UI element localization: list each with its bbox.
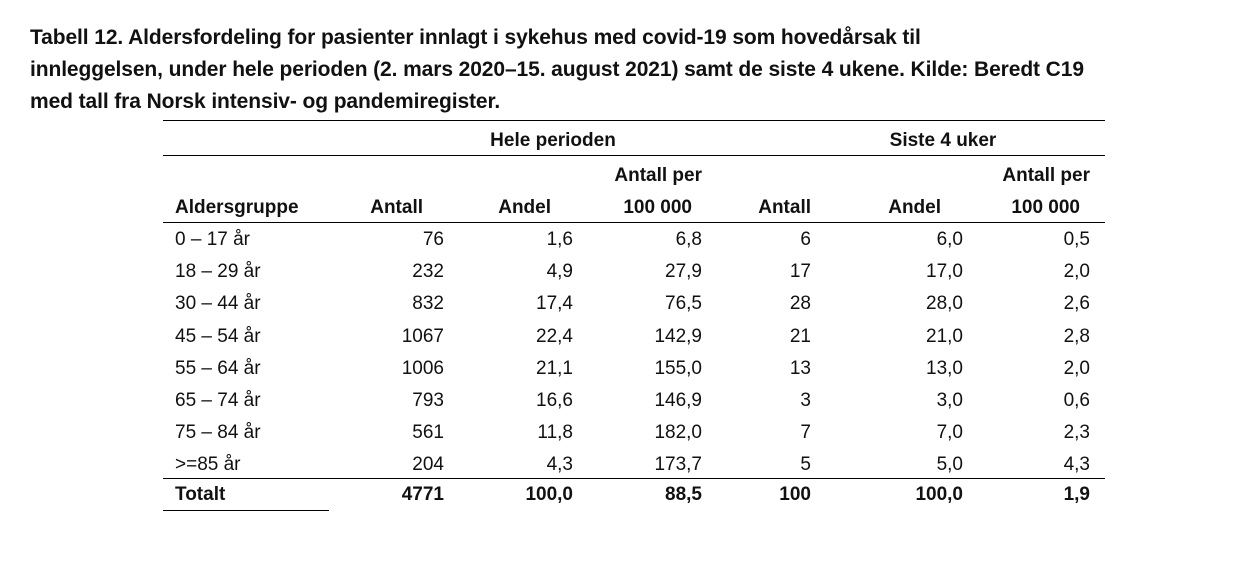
table-row-age: 65 – 74 år <box>175 390 261 411</box>
table-cell: 76,5 <box>665 293 702 315</box>
col-header-per-2-line1: Antall per <box>1002 165 1090 186</box>
col-header-per-2-line2: 100 000 <box>1011 197 1080 218</box>
table-cell: 3 <box>800 390 811 411</box>
top-rule <box>163 120 1105 121</box>
table-cell: 13,0 <box>926 357 963 379</box>
total-cell: 4771 <box>401 484 444 505</box>
table-cell: 0,6 <box>1063 390 1090 411</box>
col-header-andel-2: Andel <box>888 197 941 218</box>
table-cell: 11,8 <box>537 422 573 444</box>
table-cell: 1067 <box>401 325 444 347</box>
table-cell: 6,0 <box>936 229 963 250</box>
table-cell: 3,0 <box>936 390 963 411</box>
table-cell: 2,6 <box>1063 293 1090 315</box>
table-cell: 1,6 <box>546 229 573 250</box>
table-row-age: 45 – 54 år <box>175 325 261 347</box>
col-header-antall-1: Antall <box>370 197 423 218</box>
table-row-age: 18 – 29 år <box>175 261 261 283</box>
table-cell: 2,0 <box>1063 261 1090 283</box>
col-header-antall-2: Antall <box>758 197 811 218</box>
table-cell: 4,9 <box>546 261 573 283</box>
col-header-per-1-line2: 100 000 <box>623 197 692 218</box>
total-cell: 1,9 <box>1063 484 1090 505</box>
table-cell: 5,0 <box>936 454 963 476</box>
total-rule <box>163 478 1105 479</box>
table-cell: 17,4 <box>536 293 573 315</box>
table-cell: 27,9 <box>665 261 702 283</box>
total-row-label: Totalt <box>175 484 226 505</box>
table-cell: 561 <box>412 422 444 444</box>
table-cell: 1006 <box>401 357 444 379</box>
table-row-age: 0 – 17 år <box>175 229 250 250</box>
table-cell: 17,0 <box>926 261 963 283</box>
table-cell: 0,5 <box>1063 229 1090 250</box>
table-cell: 155,0 <box>654 357 702 379</box>
table-cell: 7,0 <box>936 422 963 444</box>
table-cell: 232 <box>412 261 444 283</box>
age-distribution-table <box>163 120 1105 512</box>
table-cell: 142,9 <box>654 325 702 347</box>
table-cell: 21,0 <box>926 325 963 347</box>
table-cell: 173,7 <box>654 454 702 476</box>
table-cell: 2,3 <box>1063 422 1090 444</box>
table-cell: 13 <box>789 357 811 379</box>
table-cell: 28,0 <box>926 293 963 315</box>
column-header-rule <box>163 222 1105 223</box>
total-cell: 100,0 <box>525 484 573 505</box>
table-cell: 76 <box>422 229 444 250</box>
caption-line-2: innleggelsen, under hele perioden (2. mars 2020–15. august 2021) samt de siste 4 ukene. Kilde: Beredt C19 <box>30 58 1084 81</box>
table-row-age: 30 – 44 år <box>175 293 261 315</box>
total-cell: 100 <box>779 484 811 505</box>
bottom-rule <box>163 510 329 511</box>
table-cell: 17 <box>789 261 811 283</box>
table-cell: 6 <box>800 229 811 250</box>
caption-line-3: med tall fra Norsk intensiv- og pandemiregister. <box>30 90 501 113</box>
table-cell: 5 <box>800 454 811 476</box>
table-cell: 4,3 <box>1063 454 1090 476</box>
table-cell: 28 <box>789 293 811 315</box>
group-header-hele-perioden: Hele perioden <box>490 130 616 151</box>
table-cell: 182,0 <box>654 422 702 444</box>
table-row-age: 55 – 64 år <box>175 357 261 379</box>
table-cell: 2,0 <box>1063 357 1090 379</box>
table-row-age: 75 – 84 år <box>175 422 261 444</box>
table-cell: 4,3 <box>546 454 573 476</box>
table-row-age: >=85 år <box>175 454 241 476</box>
header-divider-rule <box>163 155 1105 156</box>
table-cell: 204 <box>412 454 444 476</box>
caption-line-1: Tabell 12. Aldersfordeling for pasienter innlagt i sykehus med covid-19 som hovedårsak til <box>30 26 921 49</box>
table-cell: 793 <box>412 390 444 411</box>
table-cell: 22,4 <box>536 325 573 347</box>
table-cell: 832 <box>412 293 444 315</box>
table-cell: 16,6 <box>536 390 573 411</box>
table-cell: 7 <box>800 422 811 444</box>
table-cell: 146,9 <box>654 390 702 411</box>
col-header-per-1-line1: Antall per <box>614 165 702 186</box>
table-cell: 2,8 <box>1063 325 1090 347</box>
col-header-aldersgruppe: Aldersgruppe <box>175 197 299 218</box>
table-cell: 6,8 <box>675 229 702 250</box>
group-header-siste-4-uker: Siste 4 uker <box>889 130 997 151</box>
col-header-andel-1: Andel <box>498 197 551 218</box>
table-cell: 21 <box>789 325 811 347</box>
total-cell: 100,0 <box>915 484 963 505</box>
table-cell: 21,1 <box>536 357 573 379</box>
table-caption <box>30 22 1230 118</box>
total-cell: 88,5 <box>665 484 702 505</box>
